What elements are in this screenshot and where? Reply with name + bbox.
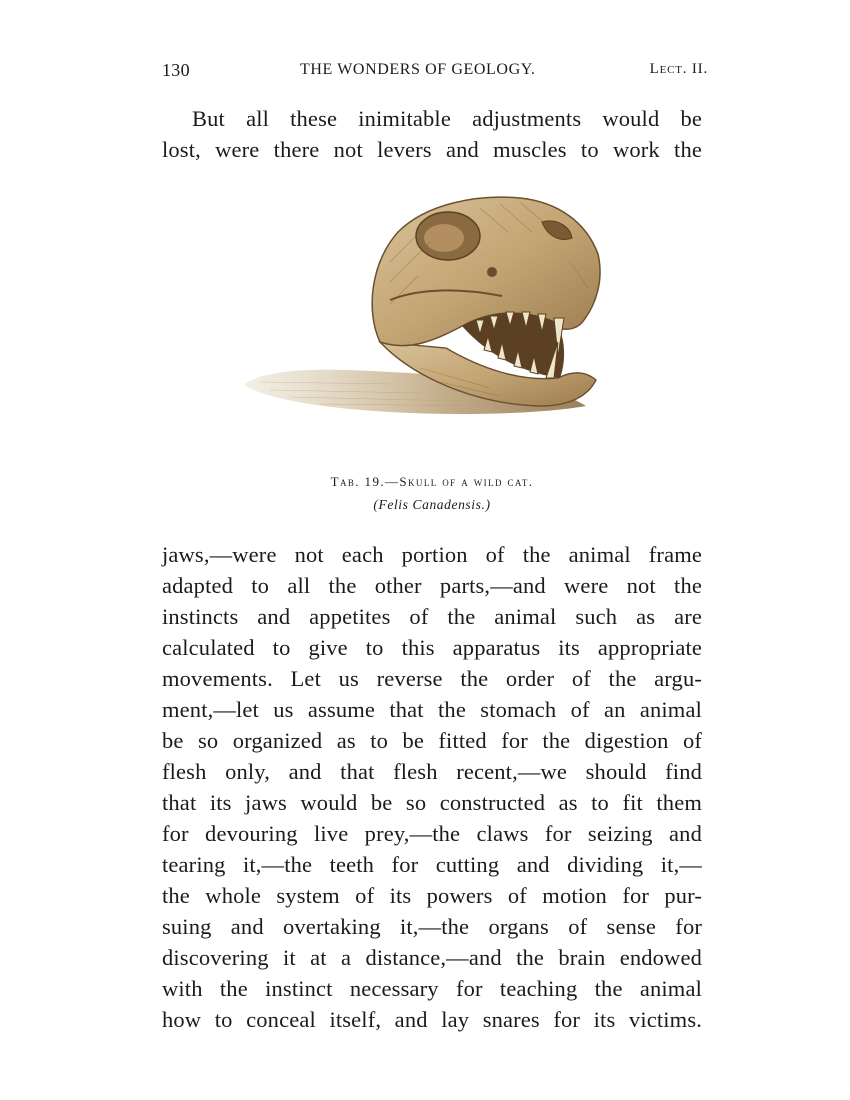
figure-latin-name: (Felis Canadensis.) bbox=[373, 497, 491, 512]
page-number: 130 bbox=[162, 60, 190, 80]
text-line: tearing it,—the teeth for cutting and dividing it,— bbox=[162, 852, 702, 877]
running-head bbox=[162, 60, 708, 86]
text-line: the whole system of its powers of motion for pur- bbox=[162, 883, 702, 908]
text-line: be so organized as to be fitted for the digestion of bbox=[162, 728, 702, 753]
text-line: adapted to all the other parts,—and were not the bbox=[162, 573, 702, 598]
text-line: movements. Let us reverse the order of the argu- bbox=[162, 666, 702, 691]
text-line: for devouring live prey,—the claws for seizing and bbox=[162, 821, 702, 846]
lecture-label: Lect. II. bbox=[649, 61, 708, 77]
text-line: with the instinct necessary for teaching the animal bbox=[162, 976, 702, 1001]
text-line: that its jaws would be so constructed as to fit them bbox=[162, 790, 702, 815]
text-line: how to conceal itself, and lay snares for its victims. bbox=[162, 1007, 702, 1032]
text-line: jaws,—were not each portion of the animal frame bbox=[162, 542, 702, 567]
figure-caption: Tab. 19.—Skull of a wild cat. bbox=[330, 474, 534, 489]
text-line: calculated to give to this apparatus its appropriate bbox=[162, 635, 702, 660]
text-line: discovering it at a distance,—and the brain endowed bbox=[162, 945, 702, 970]
text-line: suing and overtaking it,—the organs of sense for bbox=[162, 914, 702, 939]
text-line: ment,—let us assume that the stomach of an animal bbox=[162, 697, 702, 722]
text-line: flesh only, and that flesh recent,—we should find bbox=[162, 759, 702, 784]
wild-cat-skull-illustration bbox=[240, 192, 604, 432]
book-title: THE WONDERS OF GEOLOGY. bbox=[300, 61, 536, 78]
text-line: But all these inimitable adjustments would be bbox=[192, 106, 702, 131]
text-line: lost, were there not levers and muscles to work the bbox=[162, 137, 702, 162]
text-line: instincts and appetites of the animal such as are bbox=[162, 604, 702, 629]
